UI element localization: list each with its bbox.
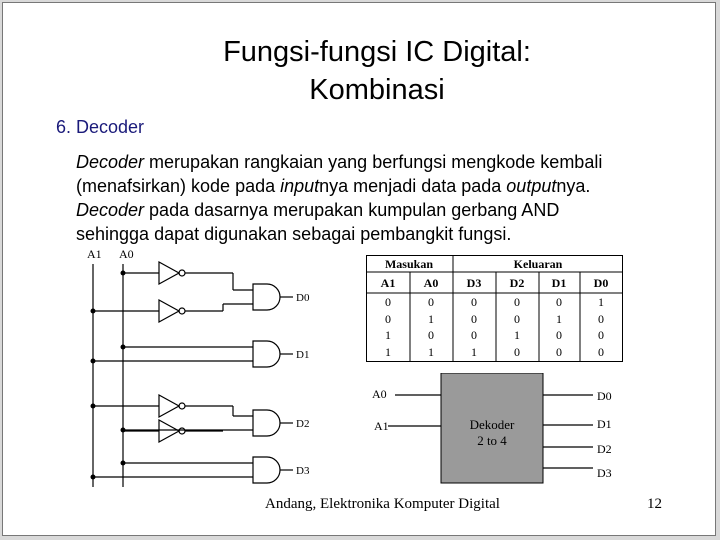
description-paragraph xyxy=(76,150,696,246)
paragraph-text: (menafsirkan) kode pada xyxy=(76,176,281,196)
slide-title-line-2: Kombinasi xyxy=(309,74,445,106)
block-input-a1: A1 xyxy=(374,419,389,433)
table-cell: 0 xyxy=(514,295,520,309)
table-cell: 0 xyxy=(428,295,434,309)
term-output: output xyxy=(506,176,557,196)
table-group-header-masukan: Masukan xyxy=(384,257,434,271)
table-cell: 1 xyxy=(385,328,391,342)
paragraph-text: nya menjadi data pada xyxy=(319,176,507,196)
slide-title-line-1: Fungsi-fungsi IC Digital: xyxy=(223,36,531,68)
table-cell: 0 xyxy=(556,328,562,342)
paragraph-text: merupakan rangkaian yang berfungsi mengkode kembali xyxy=(144,152,603,172)
table-cell: 0 xyxy=(385,295,391,309)
slide xyxy=(2,2,716,536)
table-header-row xyxy=(381,276,609,290)
table-col-header: A1 xyxy=(380,276,396,290)
decoder-logic-circuit xyxy=(81,244,321,490)
output-label-d3: D3 xyxy=(296,465,310,477)
table-row xyxy=(385,312,604,326)
page-number: 12 xyxy=(647,496,662,512)
table-col-header: D0 xyxy=(593,276,609,290)
input-label-a1: A1 xyxy=(87,247,102,261)
table-cell: 0 xyxy=(471,295,477,309)
table-cell: 1 xyxy=(428,312,434,326)
block-output-d3: D3 xyxy=(597,466,612,480)
table-cell: 0 xyxy=(598,328,604,342)
block-output-d1: D1 xyxy=(597,417,612,431)
table-cell: 1 xyxy=(598,295,604,309)
table-cell: 1 xyxy=(385,345,391,359)
input-label-a0: A0 xyxy=(119,247,134,261)
table-cell: 0 xyxy=(428,328,434,342)
output-label-d2: D2 xyxy=(296,418,310,430)
table-col-header: A0 xyxy=(423,276,439,290)
table-cell: 0 xyxy=(385,312,391,326)
paragraph-line-4: sehingga dapat digunakan sebagai pembangkit fungsi. xyxy=(76,224,512,244)
table-row xyxy=(385,345,604,359)
table-cell: 0 xyxy=(514,345,520,359)
table-cell: 1 xyxy=(514,328,520,342)
paragraph-line-1 xyxy=(76,150,696,174)
table-cell: 0 xyxy=(556,295,562,309)
table-cell: 0 xyxy=(471,328,477,342)
block-title-line-2: 2 to 4 xyxy=(477,433,507,448)
footer-author: Andang, Elektronika Komputer Digital xyxy=(265,496,500,512)
truth-table xyxy=(366,255,624,365)
paragraph-line-3 xyxy=(76,198,696,222)
paragraph-text: nya. xyxy=(556,176,591,196)
table-cell: 1 xyxy=(428,345,434,359)
table-col-header: D2 xyxy=(509,276,525,290)
block-input-a0: A0 xyxy=(372,387,387,401)
table-cell: 1 xyxy=(471,345,477,359)
paragraph-line-2 xyxy=(76,174,696,198)
table-col-header: D3 xyxy=(466,276,482,290)
output-label-d1: D1 xyxy=(296,349,310,361)
table-cell: 0 xyxy=(556,345,562,359)
table-cell: 0 xyxy=(598,345,604,359)
block-output-d2: D2 xyxy=(597,442,612,456)
table-col-header: D1 xyxy=(551,276,567,290)
table-cell: 0 xyxy=(471,312,477,326)
table-row xyxy=(385,328,604,342)
section-heading: 6. Decoder xyxy=(56,117,145,137)
block-output-d0: D0 xyxy=(597,389,612,403)
table-row xyxy=(385,295,604,309)
decoder-block-diagram xyxy=(368,373,628,485)
table-cell: 0 xyxy=(514,312,520,326)
term-decoder: Decoder xyxy=(76,152,145,172)
output-label-d0: D0 xyxy=(296,292,310,304)
term-decoder: Decoder xyxy=(76,200,145,220)
table-cell: 0 xyxy=(598,312,604,326)
table-cell: 1 xyxy=(556,312,562,326)
paragraph-text: pada dasarnya merupakan kumpulan gerbang AND xyxy=(144,200,560,220)
term-input: input xyxy=(280,176,320,196)
table-group-header-keluaran: Keluaran xyxy=(513,257,563,271)
block-title-line-1: Dekoder xyxy=(469,417,515,432)
